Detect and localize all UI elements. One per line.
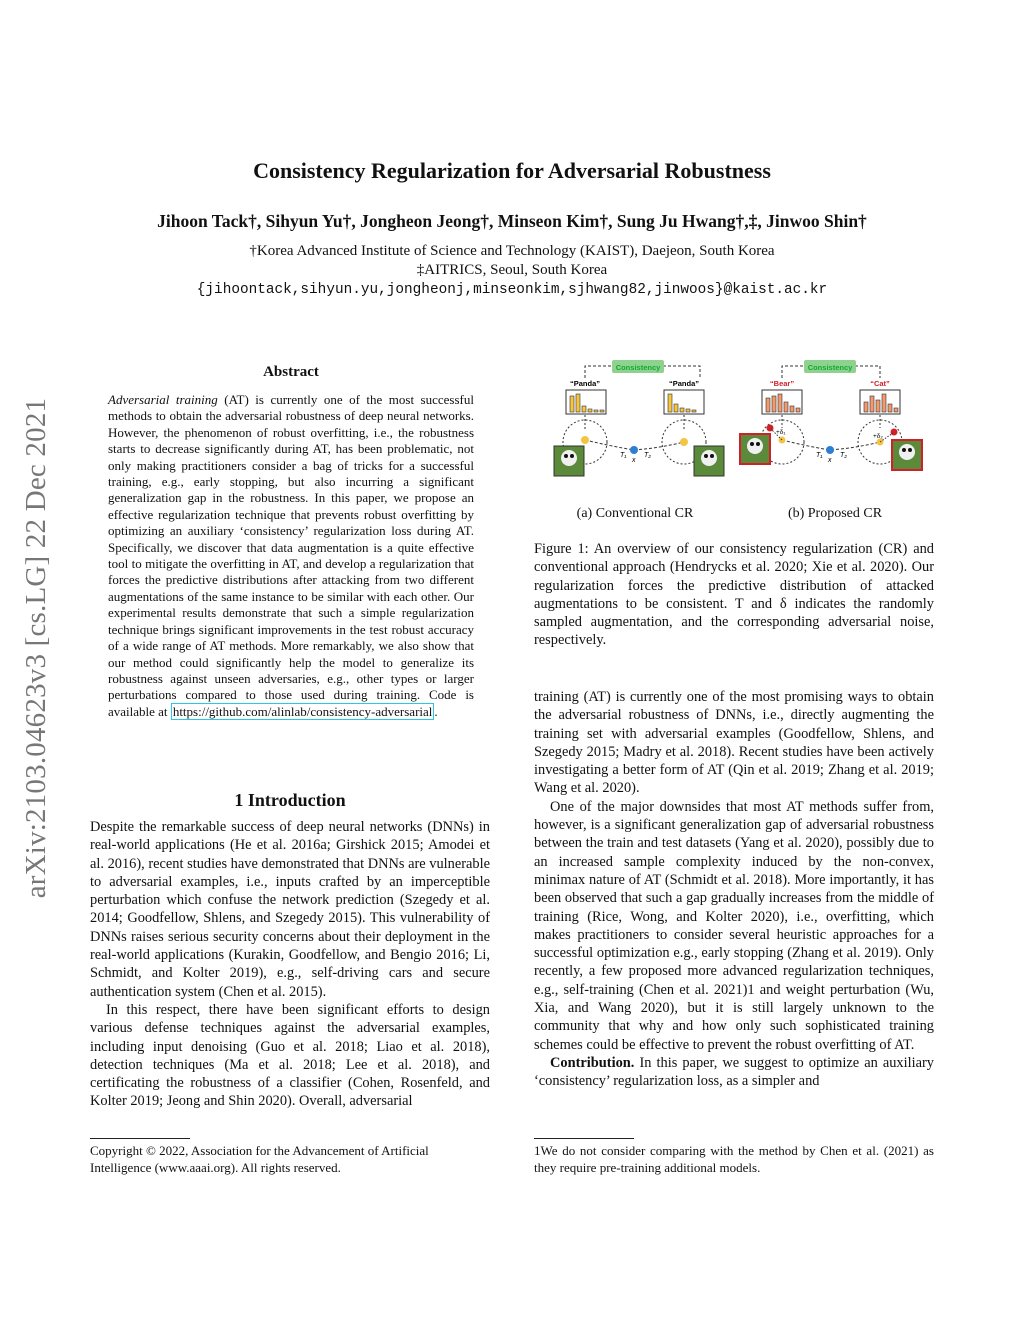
footnote-rule-left: [90, 1138, 190, 1139]
contribution-text: In this paper, we suggest to optimize an auxiliary ‘consistency’ regularization loss, as a simpler and: [534, 1054, 934, 1090]
t2-label-a: T₂: [644, 452, 651, 459]
right-column-body: [534, 688, 934, 1091]
intro-heading: 1 Introduction: [234, 790, 346, 810]
consistency-label-a: Consistency: [615, 363, 661, 372]
x-label-a: x: [632, 457, 636, 464]
label-panda-right: “Panda”: [668, 379, 700, 388]
subcaption-b: (b) Proposed CR: [787, 506, 883, 521]
augmented-point-a-left: [581, 436, 589, 444]
affiliation-aitrics: ‡AITRICS, Seoul, South Korea: [416, 262, 608, 278]
arxiv-stamp: arXiv:2103.04623v3 [cs.LG] 22 Dec 2021: [20, 397, 52, 899]
t2-label-b: T₂: [840, 452, 847, 459]
abstract-text: (AT) is currently one of the most successful methods to obtain the adversarial robustness of deep neural networks. However, the phenomenon of robust overfitting, i.e., the robustness starts to decrease significantly during AT, has been problematic, not only making practitioners consider a bag of tricks for a successful training, e.g., early stopping, but also incurring a significant generalization gap in the robustness. In this paper, we propose an effective regularization technique that prevents robust overfitting by optimizing an auxiliary ‘consistency’ regularization loss during AT. Specifically, we discover that data augmentation is a quite effective tool to mitigate the overfitting in AT, and develop a regularization that forces the predictive distributions after attacking from two different augmentations of the same instance to be similar with each other. Our experimental results demonstrate that such a simple regularization technique brings significant improvements in the test robust accuracy of a wide range of AT methods. More remarkably, we also show that our method could significantly help the model to generalize its robustness against unseen adversaries, e.g., other types or larger perturbations compared to those used during training. Code is available at: [108, 392, 474, 719]
x-label-b: x: [828, 457, 832, 464]
abstract-body: [108, 392, 474, 720]
author-emails: {jihoontack,sihyun.yu,jongheonj,minseonkim,sjhwang82,jinwoos}@kaist.ac.kr: [196, 282, 828, 298]
adversarial-point-b-right: [891, 429, 898, 436]
footnote-rule-right: [534, 1138, 634, 1139]
subcaption-a: (a) Conventional CR: [576, 506, 694, 521]
consistency-label-b: Consistency: [807, 363, 853, 372]
abstract-intro: Adversarial training: [108, 392, 218, 407]
paper-title: Consistency Regularization for Adversarial Robustness: [253, 158, 771, 183]
label-panda-left: “Panda”: [569, 379, 601, 388]
intro-paragraph-1: Despite the remarkable success of deep neural networks (DNNs) in real-world applications (He et al. 2016a; Girshick 2015; Amodei et al. 2016), recent studies have demonstrated that DNNs are vulnerable to adversarial examples, i.e., inputs crafted by an imperceptible perturbation which confuse the network prediction (Szegedy et al. 2014; Goodfellow, Shlens, and Szegedy 2015). This vulnerability of DNNs raises serious security concerns about their deployment in the real-world applications (Kurakin, Goodfellow, and Bengio 2016; Li, Schmidt, and Kolter 2019), e.g., self-driving cars and secure authentication system (Chen et al. 2015).: [90, 819, 491, 1000]
t1-label-a: T₁: [620, 452, 627, 459]
input-point-a: [630, 446, 638, 454]
panel-b: [740, 360, 922, 470]
figure-1-diagram: [540, 358, 940, 498]
footnote-1: 1We do not consider comparing with the method by Chen et al. (2021) as they require pre-training additional models.: [534, 1143, 934, 1175]
label-cat: “Cat”: [870, 379, 890, 388]
t1-label-b: T₁: [816, 452, 823, 459]
abstract-heading: Abstract: [263, 364, 319, 380]
contribution-paragraph: [534, 1054, 934, 1091]
input-point-b: [826, 446, 834, 454]
author-list: Jihoon Tack†, Sihyun Yu†, Jongheon Jeong†, Minseon Kim†, Sung Ju Hwang†,‡, Jinwoo Shin†: [157, 211, 867, 231]
delta1-label: +δ₁: [776, 429, 786, 436]
right-paragraph-2: One of the major downsides that most AT methods suffer from, however, is a significant generalization gap of adversarial robustness between the train and test datasets (Yang et al. 2020), possibly due to an increased sample complexity induced by the non-convex, minimax nature of AT (Schmidt et al. 2018). More importantly, it has been observed that such a gap gradually increases from the middle of training (Rice, Wong, and Kolter 2020), i.e., overfitting, which makes practitioners to consider several heuristic approaches for a successful optimization e.g., early stopping (Zhang et al. 2019). Only recently, a few proposed more advanced regularization techniques, e.g., self-training (Chen et al. 2021)1 and weight perturbation (Wu, Xia, and Wang 2020), but it is still largely unknown to the community that why and how only such sophisticated training schemes could be effective to prevent the robust overfitting of AT.: [534, 798, 934, 1053]
figure-1-caption: Figure 1: An overview of our consistency regularization (CR) and conventional approach (Hendrycks et al. 2020; Xie et al. 2020). Our regularization forces the predictive distribution of attacked augmentations to be consistent. T and δ indicates the randomly sampled augmentation, and the corresponding adversarial noise, respectively.: [534, 541, 934, 649]
delta2-label: +δ₂: [873, 433, 883, 440]
intro-paragraph-2: In this respect, there have been significant efforts to design various defense techniques against the adversarial examples, including input denoising (Guo et al. 2018; Liao et al. 2018), detection techniques (Ma et al. 2018; Lee et al. 2018), and certificating the robustness of a classifier (Cohen, Rosenfeld, and Kolter 2019; Jeong and Shin 2020). Overall, adversarial: [90, 1001, 490, 1110]
affiliation-kaist: †Korea Advanced Institute of Science and Technology (KAIST), Daejeon, South Korea: [249, 243, 775, 259]
abstract-end: .: [434, 703, 438, 719]
intro-body: [90, 818, 490, 1111]
panel-a: [554, 360, 724, 476]
contribution-label: Contribution.: [550, 1054, 635, 1071]
label-bear: “Bear”: [769, 379, 795, 388]
copyright-notice: Copyright © 2022, Association for the Advancement of Artificial Intelligence (www.aaai.org). All rights reserved.: [90, 1143, 429, 1175]
code-link[interactable]: https://github.com/alinlab/consistency-adversarial: [172, 703, 433, 719]
right-paragraph-1: training (AT) is currently one of the most promising ways to obtain the adversarial robustness of DNNs, i.e., directly augmenting the training set with adversarial examples (Goodfellow, Shlens, and Szegedy 2015; Madry et al. 2018). Recent studies have been actively investigating a better form of AT (Qin et al. 2019; Zhang et al. 2019; Wang et al. 2020).: [534, 689, 934, 797]
augmented-point-a-right: [680, 438, 688, 446]
adversarial-point-b-left: [767, 425, 774, 432]
